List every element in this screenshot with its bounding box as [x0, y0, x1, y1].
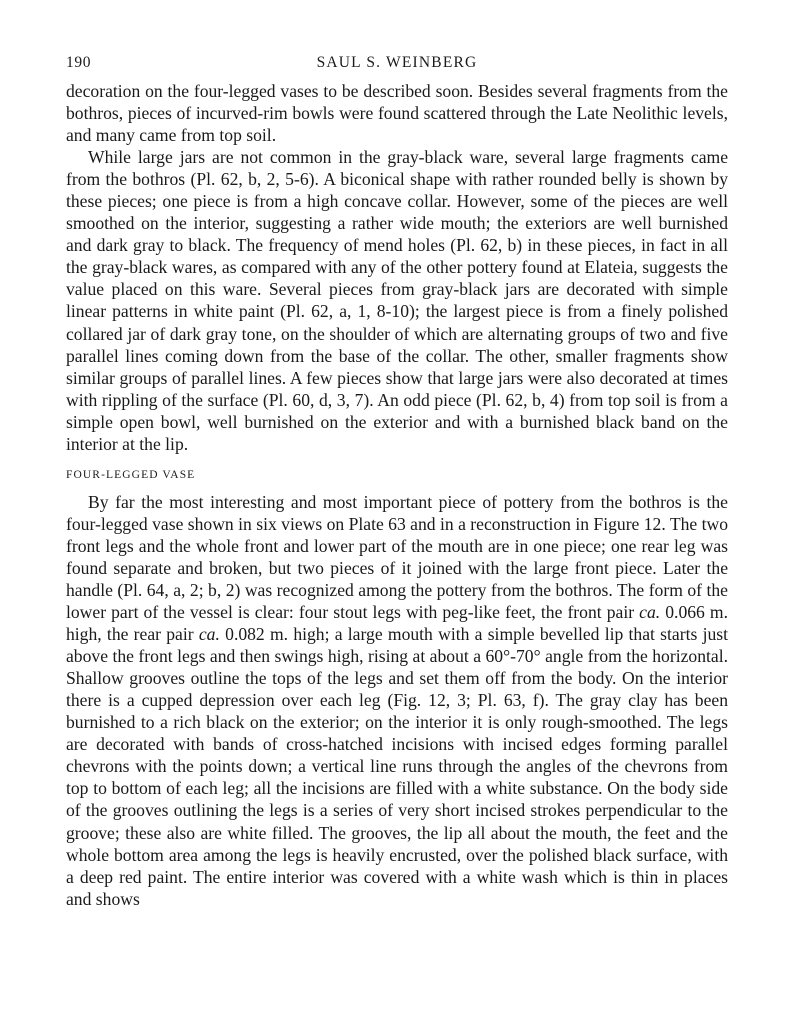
text-run: 0.066 m. high, the rear pair [66, 602, 728, 645]
book-page [66, 54, 728, 910]
italic-ca: ca. [639, 602, 661, 623]
running-title: SAUL S. WEINBERG [316, 54, 478, 71]
italic-ca: ca. [198, 624, 220, 645]
section-heading: FOUR-LEGGED VASE [66, 468, 196, 481]
paragraph-four-legged-vase [66, 491, 728, 910]
text-run: By far the most interesting and most important piece of pottery from the bothros is the four-legged vase shown in six views on Plate 63 and in a reconstruction in Figure 12. The two front legs and the whole front and lower part of the mouth are in one piece; one rear leg was found separate and broken, but two pieces of it joined with the large front piece. Later the handle (Pl. 64, a, 2; b, 2) was recognized among the pottery from the bothros. The form of the lower part of the vessel is clear: four stout legs with peg-like feet, the front pair [66, 491, 728, 623]
page-number: 190 [66, 54, 92, 71]
text-run: 0.082 m. high; a large mouth with a simple bevelled lip that starts just above the front legs and then swings high, rising at about a 60°-70° angle from the horizontal. Shallow grooves outline the tops of the legs and set them off from the body. On the interior there is a cupped depression over each leg (Fig. 12, 3; Pl. 63, f). The gray clay has been burnished to a rich black on the exterior; on the interior it is only rough-smoothed. The legs are decorated with bands of cross-hatched incisions with incised edges forming parallel chevrons with the points down; a vertical line runs through the angles of the chevrons from top to bottom of each leg; all the incisions are filled with a white substance. On the body side of the grooves outlining the legs is a series of very short incised strokes perpendicular to the groove; these also are white filled. The grooves, the lip all about the mouth, the feet and the whole bottom area among the legs is heavily encrusted, over the polished black surface, with a deep red paint. The entire interior was covered with a white wash which is thin in places and shows [66, 624, 728, 909]
paragraph-large-jars: While large jars are not common in the gray-black ware, several large fragments came from the bothros (Pl. 62, b, 2, 5-6). A biconical shape with rather rounded belly is shown by these pieces; one piece is from a high concave collar. However, some of the pieces are well smoothed on the interior, suggesting a rather wide mouth; the exteriors are well burnished and dark gray to black. The frequency of mend holes (Pl. 62, b) in these pieces, in fact in all the gray-black wares, as compared with any of the other pottery found at Elateia, suggests the value placed on this ware. Several pieces from gray-black jars are decorated with simple linear patterns in white paint (Pl. 62, a, 1, 8-10); the largest piece is from a finely polished collared jar of dark gray tone, on the shoulder of which are alternating groups of two and five parallel lines coming down from the base of the collar. The other, smaller fragments show similar groups of parallel lines. A few pieces show that large jars were also decorated at times with rippling of the surface (Pl. 60, d, 3, 7). An odd piece (Pl. 62, b, 4) from top soil is from a simple open bowl, well burnished on the exterior and with a burnished black band on the interior at the lip. [66, 147, 728, 454]
body-text [66, 80, 728, 910]
paragraph-continuation: decoration on the four-legged vases to be described soon. Besides several fragments from the bothros, pieces of incurved-rim bowls were found scattered through the Late Neolithic levels, and many came from top soil. [66, 81, 728, 146]
running-head [66, 54, 728, 80]
